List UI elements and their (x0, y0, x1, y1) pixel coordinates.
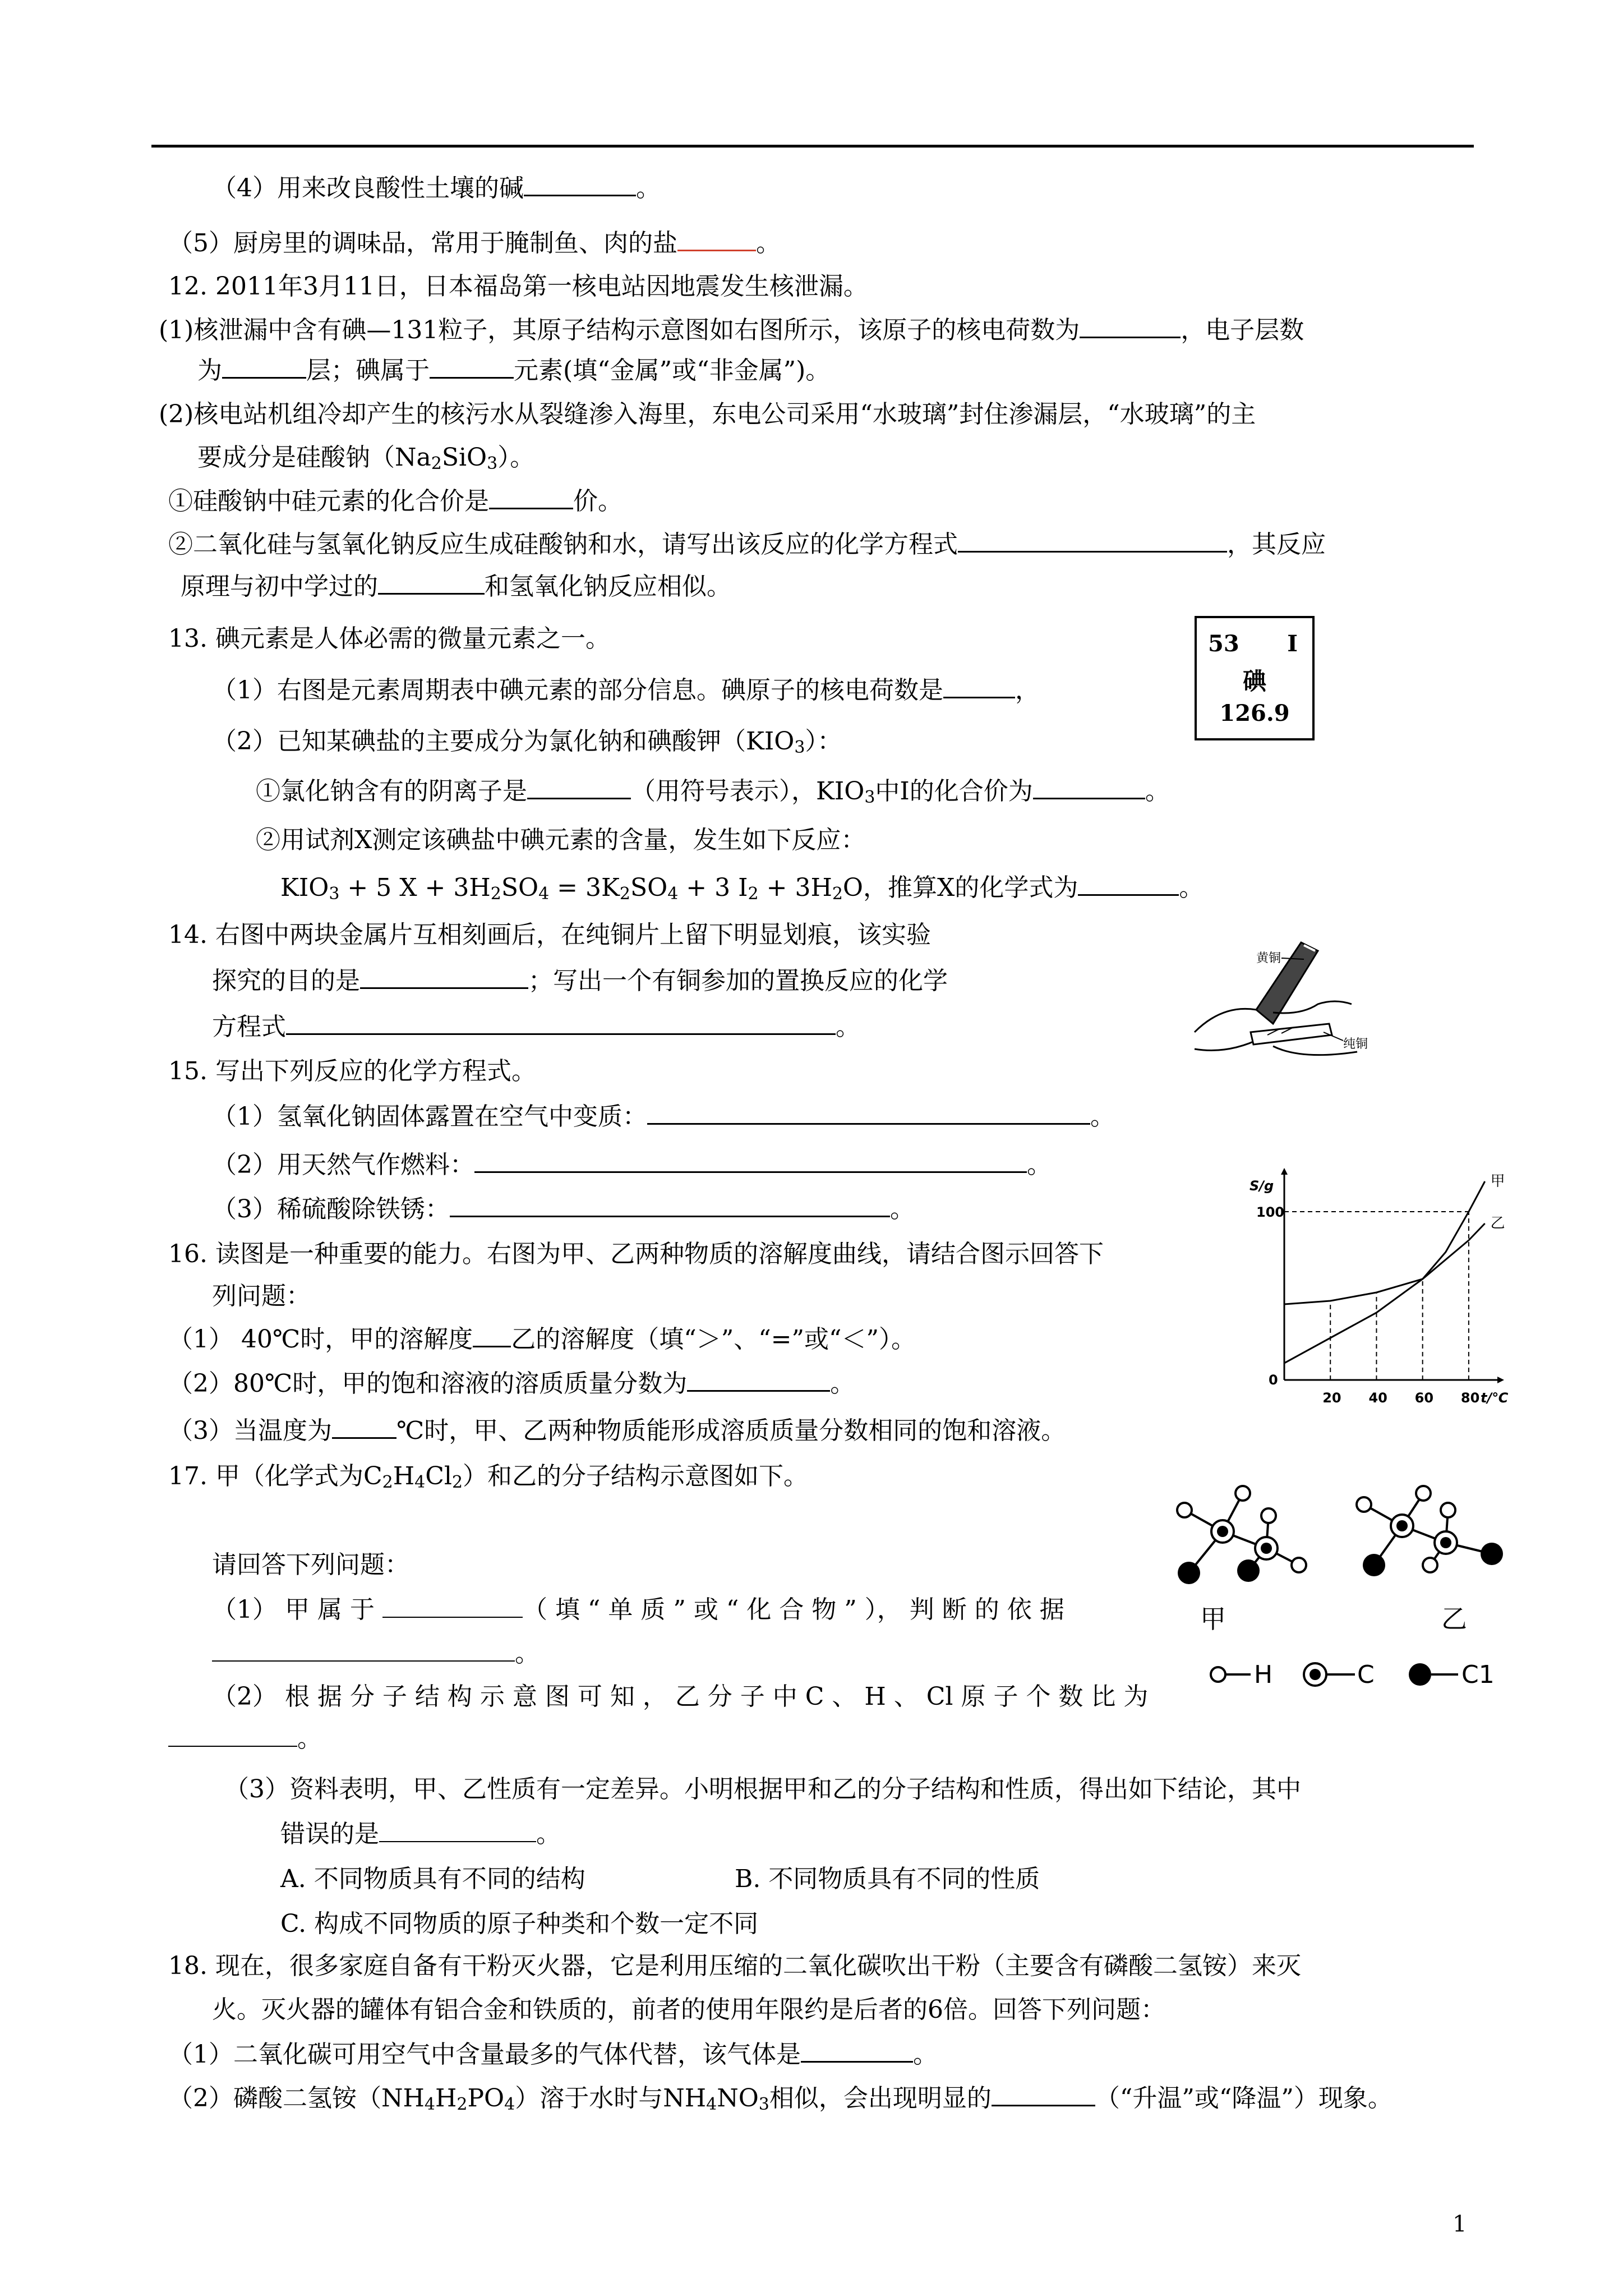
answer-blank[interactable] (1080, 313, 1181, 338)
text-line (168, 1055, 536, 1088)
text-line (168, 1366, 855, 1401)
text-line (212, 673, 1040, 707)
molecule-jia (1177, 1486, 1306, 1584)
text-segment: B. 不同物质具有不同的性质 (735, 1865, 1040, 1893)
subscript: 2 (431, 454, 442, 473)
text-line (168, 226, 781, 260)
text-segment: ℃时，甲、乙两种物质能形成溶质质量分数相同的饱和溶液。 (396, 1416, 1066, 1445)
answer-blank[interactable] (378, 569, 485, 595)
text-segment: O，推算X的化学式为 (842, 873, 1078, 902)
text-line (212, 725, 842, 758)
text-segment: 探究的目的是 (212, 967, 360, 995)
text-segment: ）和乙的分子结构示意图如下。 (463, 1462, 809, 1490)
text-segment: 要成分是硅酸钠（Na (197, 443, 431, 472)
text-segment: 火。灭火器的罐体有铝合金和铁质的，前者的使用年限约是后者的6倍。回答下列问题： (212, 1995, 1165, 2024)
text-line (212, 1548, 409, 1582)
text-line (212, 1192, 915, 1226)
text-segment: 元素(填“金属”或“非金属”)。 (514, 356, 831, 385)
answer-blank[interactable] (360, 964, 528, 989)
text-line (168, 622, 610, 656)
text-segment: SiO (441, 443, 487, 472)
subscript: 3 (487, 454, 498, 473)
text-segment: 15. 写出下列反应的化学方程式。 (168, 1057, 536, 1085)
text-segment: 。 (830, 1369, 855, 1398)
header-rule (151, 145, 1474, 148)
subscript: 4 (706, 2095, 717, 2114)
answer-blank[interactable] (168, 1722, 297, 1747)
text-segment: （3）资料表明，甲、乙性质有一定差异。小明根据甲和乙的分子结构和性质，得出如下结论，其中 (224, 1775, 1301, 1803)
text-line (212, 1637, 540, 1671)
subscript: 4 (667, 884, 679, 904)
text-line (212, 1593, 1064, 1627)
text-segment: SO (501, 873, 539, 902)
y-axis-arrow (1281, 1168, 1288, 1175)
text-line (168, 484, 623, 518)
text-segment: ，电子层数 (1181, 316, 1304, 344)
subscript: 4 (504, 2095, 515, 2114)
text-segment: （2）磷酸二氢铵（NH (168, 2084, 425, 2113)
subscript: 2 (451, 1473, 463, 1492)
text-segment: 。 (1145, 777, 1170, 806)
iodine-element-box (1195, 616, 1315, 740)
text-segment: ②用试剂X测定该碘盐中碘元素的含量，发生如下反应： (256, 826, 866, 854)
text-line (168, 1237, 1104, 1271)
answer-blank[interactable] (1078, 871, 1179, 896)
x-axis-arrow (1497, 1377, 1504, 1383)
answer-blank[interactable] (677, 226, 756, 251)
text-segment: 14. 右图中两块金属片互相刻画后，在纯铜片上留下明显划痕，该实验 (168, 921, 931, 949)
text-segment: （2）已知某碘盐的主要成分为氯化钠和碘酸钾（KIO (212, 727, 795, 756)
text-segment: 。 (1027, 1151, 1052, 1179)
subscript: 2 (490, 884, 501, 904)
text-segment: （2）用天然气作燃料： (212, 1151, 474, 1179)
subscript: 3 (794, 738, 805, 757)
answer-blank[interactable] (430, 353, 514, 379)
subscript: 4 (424, 2095, 435, 2114)
answer-blank[interactable] (474, 1148, 1027, 1173)
text-segment: H (393, 1462, 415, 1490)
text-line (181, 569, 731, 604)
text-segment: ①硅酸钠中硅元素的化合价是 (168, 487, 489, 516)
atomic-number: 53 (1208, 631, 1239, 657)
text-line (168, 2037, 938, 2072)
text-line (280, 1907, 758, 1941)
text-line (168, 1322, 916, 1356)
text-segment: 12. 2011年3月11日，日本福岛第一核电站因地震发生核泄漏。 (168, 272, 868, 301)
molecule-yi (1357, 1486, 1503, 1576)
text-segment: （1）二氧化碳可用空气中含量最多的气体代替，该气体是 (168, 2040, 801, 2069)
text-line (212, 1148, 1052, 1182)
answer-blank[interactable] (958, 527, 1227, 553)
text-segment: （2） 根 据 分 子 结 构 示 意 图 可 知 ， 乙 分 子 中 C 、 H 、 Cl 原 子 个 数 比 为 (212, 1682, 1149, 1711)
answer-blank[interactable] (801, 2037, 913, 2063)
text-segment: (1)核泄漏中含有碘—131粒子，其原子结构示意图如右图所示，该原子的核电荷数为 (159, 316, 1080, 344)
text-segment: 方程式 (212, 1013, 286, 1041)
answer-blank[interactable] (527, 774, 631, 799)
subscript: 2 (457, 2095, 468, 2114)
answer-blank[interactable] (687, 1366, 830, 1392)
answer-blank[interactable] (382, 1593, 523, 1618)
molecule-legend (1211, 1660, 1495, 1689)
text-line (168, 1414, 1066, 1448)
series-line-jia (1284, 1181, 1485, 1363)
text-segment: 13. 碘元素是人体必需的微量元素之一。 (168, 624, 610, 653)
text-segment: （1）氢氧化钠固体露置在空气中变质： (212, 1102, 647, 1131)
text-line (168, 1460, 808, 1493)
text-segment: 。 (756, 229, 781, 257)
text-segment: + 5 X + 3H (339, 873, 491, 902)
text-line (168, 1722, 322, 1756)
text-segment: PO (467, 2084, 505, 2113)
text-segment: 。 (913, 2040, 938, 2069)
x-tick-label: 80 (1460, 1390, 1480, 1406)
text-segment: ）。 (497, 443, 535, 472)
series-label-jia: 甲 (1490, 1173, 1505, 1190)
text-line (168, 527, 1326, 562)
text-segment: 18. 现在，很多家庭自备有干粉灭火器，它是利用压缩的二氧化碳吹出干粉（主要含有磷酸二氢铵）来灭 (168, 1952, 1301, 1980)
legend-cl: C1 (1461, 1660, 1495, 1689)
y-axis-label: S/g (1249, 1178, 1274, 1194)
text-segment: ；写出一个有铜参加的置换反应的化学 (528, 967, 948, 995)
text-segment: + 3 I (678, 873, 748, 902)
text-segment: （用符号表示），KIO (631, 777, 865, 806)
text-segment: 。 (636, 174, 661, 203)
molecule-figure (1166, 1481, 1559, 1705)
text-segment: ，其反应 (1227, 530, 1326, 559)
text-line (197, 353, 830, 388)
text-segment: （3）当温度为 (168, 1416, 332, 1445)
x-tick-label: 20 (1322, 1390, 1341, 1406)
text-segment: H (435, 2084, 457, 2113)
y-tick-label: 100 (1256, 1204, 1285, 1220)
text-line (168, 1949, 1301, 1983)
answer-blank[interactable] (332, 1414, 396, 1439)
label-pure-copper: 纯铜 (1343, 1037, 1368, 1051)
text-segment: 列问题： (212, 1282, 311, 1310)
text-segment: ， (1015, 676, 1040, 705)
text-line (735, 1862, 1040, 1896)
subscript: 4 (414, 1473, 426, 1492)
legend-h: H (1254, 1660, 1273, 1689)
text-segment: 。 (836, 1013, 860, 1041)
text-segment: 16. 读图是一种重要的能力。右图为甲、乙两种物质的溶解度曲线，请结合图示回答下 (168, 1240, 1104, 1268)
text-segment: 价。 (573, 487, 623, 516)
text-segment: 。 (1090, 1102, 1115, 1131)
label-yi: 乙 (1441, 1604, 1467, 1634)
text-segment: 。 (890, 1195, 915, 1223)
text-line (256, 823, 865, 857)
answer-blank[interactable] (212, 1637, 515, 1662)
subscript: 2 (382, 1473, 393, 1492)
text-segment: 中I的化合价为 (875, 777, 1033, 806)
text-segment: 乙的溶解度（填“＞”、“=”或“＜”）。 (511, 1325, 916, 1354)
text-segment: C. 构成不同物质的原子种类和个数一定不同 (280, 1910, 759, 1938)
answer-blank[interactable] (473, 1322, 511, 1347)
text-segment: 。 (515, 1639, 540, 1668)
text-line (168, 918, 931, 952)
text-line (212, 1680, 1148, 1714)
legend-c: C (1357, 1660, 1375, 1689)
text-line (212, 1280, 311, 1313)
text-segment: NO (717, 2084, 759, 2113)
text-segment: ）： (805, 727, 842, 756)
label-jia: 甲 (1200, 1604, 1226, 1634)
atomic-mass: 126.9 (1219, 700, 1290, 726)
subscript: 2 (832, 884, 843, 904)
text-segment: 层；碘属于 (306, 356, 430, 385)
element-symbol: I (1287, 631, 1298, 657)
text-segment: 。 (536, 1820, 561, 1848)
text-line (280, 871, 1204, 905)
text-line (212, 1099, 1115, 1134)
text-line (256, 774, 1170, 808)
text-segment: ②二氧化硅与氢氧化钠反应生成硅酸钠和水，请写出该反应的化学方程式 (168, 530, 958, 559)
text-segment: 。 (1179, 873, 1204, 902)
answer-blank[interactable] (286, 1010, 836, 1035)
subscript: 3 (864, 788, 875, 807)
text-segment: （1）右图是元素周期表中碘元素的部分信息。碘原子的核电荷数是 (212, 676, 943, 705)
text-segment: SO (630, 873, 668, 902)
text-segment: （2）80℃时，甲的饱和溶液的溶质质量分数为 (168, 1369, 688, 1398)
text-segment: 17. 甲（化学式为C (168, 1462, 382, 1490)
answer-blank[interactable] (489, 484, 573, 509)
subscript: 3 (758, 2095, 769, 2114)
text-segment: 为 (197, 356, 222, 385)
element-name: 碘 (1242, 668, 1266, 695)
subscript: 3 (329, 884, 340, 904)
answer-blank[interactable] (379, 1818, 536, 1842)
text-line (212, 171, 661, 205)
text-segment: （1） 甲 属 于 (212, 1595, 382, 1624)
text-segment: （5）厨房里的调味品，常用于腌制鱼、肉的盐 (168, 229, 677, 257)
x-tick-label: 40 (1368, 1390, 1387, 1406)
text-line (168, 270, 868, 303)
answer-blank[interactable] (524, 171, 636, 196)
text-segment: A. 不同物质具有不同的结构 (280, 1865, 585, 1893)
text-line (168, 2081, 1393, 2115)
subscript: 4 (538, 884, 550, 904)
text-segment: （4）用来改良酸性土壤的碱 (212, 174, 524, 203)
label-brass: 黄铜 (1256, 951, 1281, 965)
text-segment: 请回答下列问题： (212, 1550, 409, 1579)
text-segment: 。 (297, 1724, 322, 1753)
text-segment: （1） 40℃时，甲的溶解度 (168, 1325, 473, 1354)
subscript: 2 (619, 884, 630, 904)
text-line (224, 1773, 1301, 1806)
solubility-chart (1245, 1167, 1509, 1425)
page-number: 1 (1453, 2211, 1467, 2237)
metal-scratch-figure (1189, 920, 1368, 1088)
text-segment: = 3K (549, 873, 620, 902)
text-segment: KIO (280, 873, 329, 902)
text-line (212, 1010, 860, 1044)
answer-blank[interactable] (647, 1099, 1090, 1125)
x-axis-label: t/℃ (1481, 1390, 1509, 1406)
answer-blank[interactable] (992, 2081, 1095, 2106)
text-segment: 原理与初中学过的 (181, 572, 378, 601)
text-line (280, 1862, 585, 1896)
text-line (159, 313, 1304, 347)
text-segment: + 3H (758, 873, 832, 902)
text-segment: ①氯化钠含有的阴离子是 (256, 777, 527, 806)
answer-blank[interactable] (1033, 774, 1145, 799)
text-segment: （“升温”或“降温”）现象。 (1095, 2084, 1393, 2113)
answer-blank[interactable] (943, 673, 1015, 698)
x-tick-label: 60 (1414, 1390, 1434, 1406)
text-segment: Cl (425, 1462, 452, 1490)
text-line (280, 1818, 561, 1851)
text-line (197, 441, 534, 475)
text-segment: ）溶于水时与NH (515, 2084, 707, 2113)
text-line (212, 1993, 1165, 2027)
text-segment: （ 填 “ 单 质 ” 或 “ 化 合 物 ” ）， 判 断 的 依 据 (522, 1595, 1064, 1624)
answer-blank[interactable] (222, 353, 306, 379)
text-line (159, 398, 1256, 431)
text-segment: 和氢氧化钠反应相似。 (485, 572, 731, 601)
text-segment: 错误的是 (280, 1820, 379, 1848)
text-line (212, 964, 948, 998)
answer-blank[interactable] (450, 1192, 890, 1217)
text-segment: （3）稀硫酸除铁锈： (212, 1195, 450, 1223)
text-segment: 相似，会出现明显的 (769, 2084, 992, 2113)
subscript: 2 (748, 884, 759, 904)
text-segment: (2)核电站机组冷却产生的核污水从裂缝渗入海里，东电公司采用“水玻璃”封住渗漏层，“水玻璃”的主 (159, 400, 1256, 429)
series-label-yi: 乙 (1490, 1215, 1505, 1232)
origin-label: 0 (1269, 1372, 1278, 1388)
